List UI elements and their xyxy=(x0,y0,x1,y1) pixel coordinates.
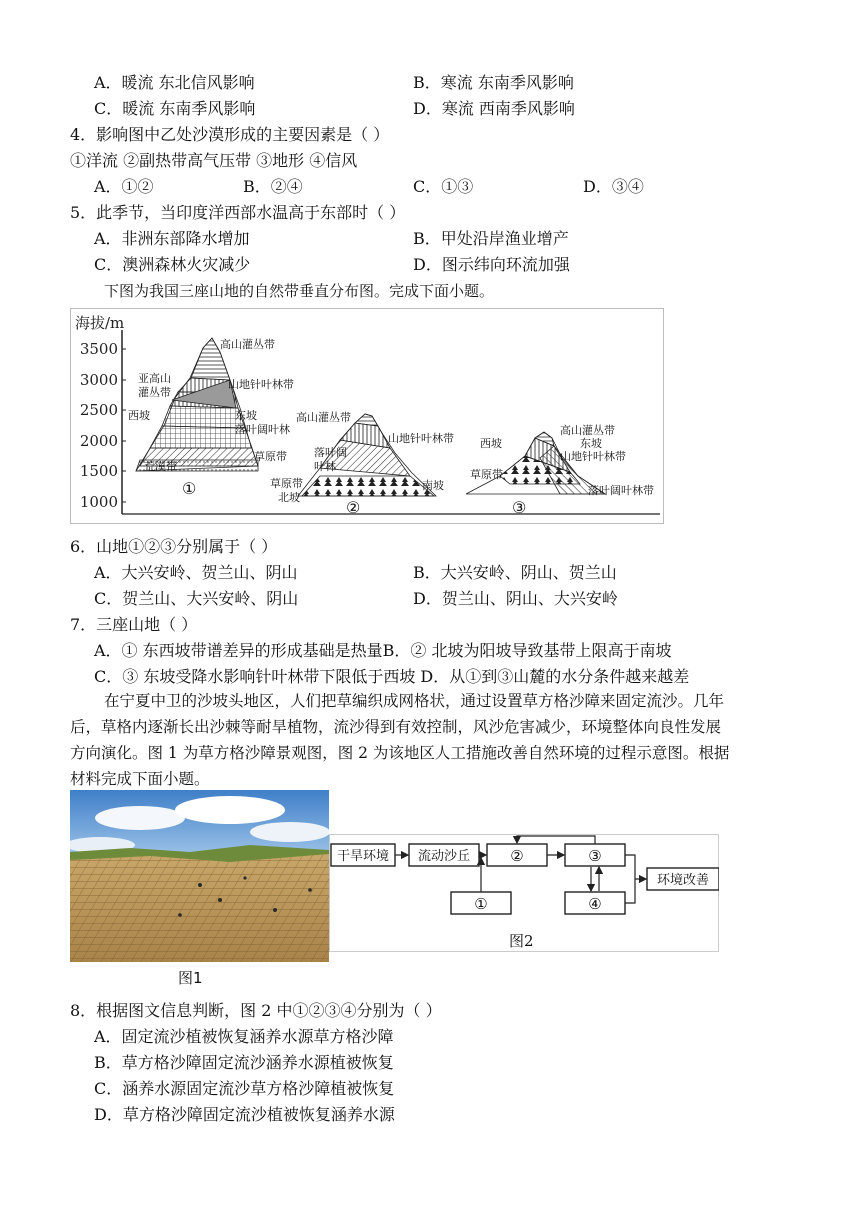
q4-option-c: C．①③ xyxy=(413,177,474,196)
m2-south: 南坡 xyxy=(422,479,444,492)
y-tick-2000: 2000 xyxy=(79,432,118,450)
m1-east: 东坡 xyxy=(235,409,257,422)
q8-stem: 8．根据图文信息判断，图 2 中①②③④分别为（ ） xyxy=(70,1001,442,1020)
m1-west: 西坡 xyxy=(128,409,150,422)
q5-option-c: C．澳洲森林火灾减少 xyxy=(94,255,251,274)
m1-steppe: 草原带 xyxy=(254,450,287,463)
y-axis-label: 海拔/m xyxy=(75,314,125,332)
q6-option-a: A．大兴安岭、贺兰山、阴山 xyxy=(94,563,298,582)
q8-option-c: C．涵养水源固定流沙草方格沙障植被恢复 xyxy=(94,1079,395,1098)
flow-improve-text: 环境改善 xyxy=(656,873,710,888)
q5-option-d: D．图示纬向环流加强 xyxy=(413,255,570,274)
q4-option-a: A．①② xyxy=(94,177,154,196)
m1-subalpine-1: 亚高山 xyxy=(138,372,171,385)
m1-desert: 荒漠带 xyxy=(144,460,177,473)
q5-option-b: B．甲处沿岸渔业增产 xyxy=(413,229,569,248)
q6-option-b: B．大兴安岭、阴山、贺兰山 xyxy=(413,563,617,582)
q8-option-d: D．草方格沙障固定流沙植被恢复涵养水源 xyxy=(94,1105,395,1124)
q3-option-b: B．寒流 东南季风影响 xyxy=(413,73,574,92)
passage-line-3: 方向演化。图 1 为草方格沙障景观图，图 2 为该地区人工措施改善自然环境的过程示意图。根据 xyxy=(70,744,730,762)
m1-alpine-shrub: 高山灌丛带 xyxy=(220,338,275,351)
m3-steppe: 草原带 xyxy=(470,468,503,481)
q5-option-a: A．非洲东部降水增加 xyxy=(94,229,250,248)
flow-n2-text: ② xyxy=(510,847,524,865)
flow-n4-text: ④ xyxy=(588,895,602,913)
m1-conifer: 山地针叶林带 xyxy=(228,378,294,391)
m2-decid-2: 叶林 xyxy=(314,460,336,473)
m2-conifer: 山地针叶林带 xyxy=(388,432,454,445)
m3-decid: 落叶阔叶林带 xyxy=(588,484,654,497)
q6-option-d: D．贺兰山、阴山、大兴安岭 xyxy=(413,589,618,608)
flow-n1-text: ① xyxy=(474,895,488,913)
q6-stem: 6．山地①②③分别属于（ ） xyxy=(70,537,278,556)
m1-number: ① xyxy=(182,479,197,498)
q7-options-cd: C．③ 东坡受降水影响针叶林带下限低于西坡 D．从①到③山麓的水分条件越来越差 xyxy=(94,667,690,686)
q8-option-b: B．草方格沙障固定流沙涵养水源植被恢复 xyxy=(94,1053,394,1072)
straw-checkerboard-photo xyxy=(70,790,329,962)
y-tick-2500: 2500 xyxy=(79,401,118,419)
y-tick-1000: 1000 xyxy=(79,493,118,511)
mountain-zonation-figure xyxy=(70,308,664,524)
q3-option-a: A．暖流 东北信风影响 xyxy=(94,73,255,92)
m2-north: 北坡 xyxy=(278,491,300,504)
m1-subalpine-2: 灌丛带 xyxy=(138,386,171,399)
fig2-caption: 图2 xyxy=(509,932,534,950)
q4-stem: 4．影响图中乙处沙漠形成的主要因素是（ ） xyxy=(70,125,390,144)
flow-dune-text: 流动沙丘 xyxy=(417,849,471,864)
m2-steppe: 草原带 xyxy=(270,477,303,490)
y-tick-3000: 3000 xyxy=(79,371,118,389)
y-tick-3500: 3500 xyxy=(79,340,118,358)
m3-conifer: 山地针叶林带 xyxy=(560,450,626,463)
q6-option-c: C．贺兰山、大兴安岭、阴山 xyxy=(94,589,299,608)
m3-alpine-shrub: 高山灌丛带 xyxy=(560,424,615,437)
m1-mixed: 落叶阔叶林 xyxy=(235,423,290,436)
flow-diagram xyxy=(329,834,719,952)
q8-option-a: A．固定流沙植被恢复涵养水源草方格沙障 xyxy=(94,1027,394,1046)
passage-line-2: 后，草格内逐渐长出沙棘等耐旱植物，流沙得到有效控制，风沙危害减少，环境整体向良性发展 xyxy=(70,718,722,736)
m3-number: ③ xyxy=(512,498,527,517)
y-tick-1500: 1500 xyxy=(79,462,118,480)
q7-stem: 7．三座山地（ ） xyxy=(70,615,198,634)
q3-option-c: C．暖流 东南季风影响 xyxy=(94,99,256,118)
flow-n3-text: ③ xyxy=(588,847,602,865)
passage-line-4: 材料完成下面小题。 xyxy=(70,770,210,788)
fig1-caption: 图1 xyxy=(178,969,203,987)
m2-number: ② xyxy=(346,498,361,517)
q4-factors: ①洋流 ②副热带高气压带 ③地形 ④信风 xyxy=(70,151,358,170)
passage-line-1: 在宁夏中卫的沙坡头地区，人们把草编织成网格状，通过设置草方格沙障来固定流沙。几年 xyxy=(104,692,725,710)
m3-west: 西坡 xyxy=(480,437,502,450)
q5-stem: 5．此季节，当印度洋西部水温高于东部时（ ） xyxy=(70,203,406,222)
q7-options-ab: A．① 东西坡带谱差异的形成基础是热量B．② 北坡为阳坡导致基带上限高于南坡 xyxy=(94,641,672,660)
intro-mountains: 下图为我国三座山地的自然带垂直分布图。完成下面小题。 xyxy=(104,282,495,300)
q3-option-d: D．寒流 西南季风影响 xyxy=(413,99,575,118)
m3-east: 东坡 xyxy=(580,437,602,450)
q4-option-d: D．③④ xyxy=(583,177,644,196)
q4-option-b: B．②④ xyxy=(243,177,303,196)
m2-decid-1: 落叶阔 xyxy=(314,446,347,459)
m2-alpine-shrub: 高山灌丛带 xyxy=(296,411,351,424)
flow-arid-text: 干旱环境 xyxy=(336,849,390,864)
